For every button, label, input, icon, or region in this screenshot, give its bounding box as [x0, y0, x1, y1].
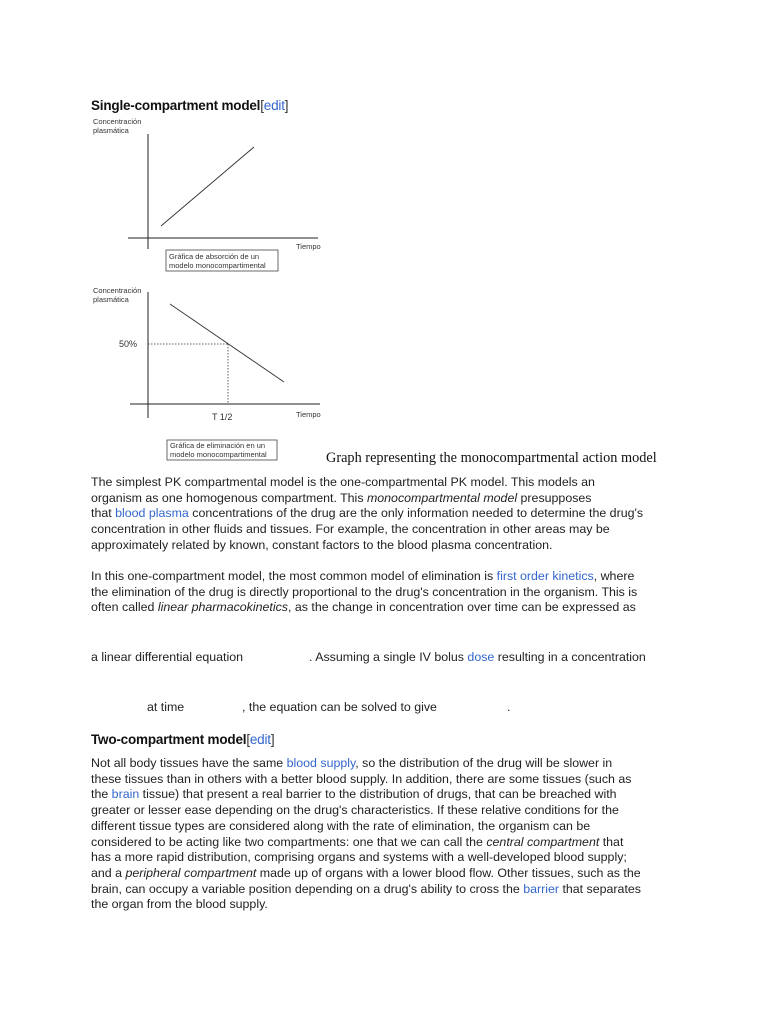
text-line: has a more rapid distribution, comprising organs and systems with a well-developed blood supply; — [91, 850, 627, 865]
half-life-label: T 1/2 — [212, 412, 233, 422]
text-line: these tissues than in others with a better blood supply. In addition, there are some tissues (such as — [91, 771, 632, 786]
text-line: the organ from the blood supply. — [91, 897, 268, 912]
edit-link[interactable]: edit — [249, 732, 271, 747]
text-span: the — [91, 787, 112, 802]
section-title: Two-compartment model — [91, 732, 247, 747]
text-span: considered to be acting like two compartments: one that we can call the — [91, 834, 487, 849]
y-axis-label-line1: Concentración — [93, 286, 142, 295]
text-span: and a — [91, 865, 126, 880]
text-span: organism as one homogenous compartment. This — [91, 490, 367, 505]
text-span — [309, 650, 646, 664]
text-line: different tissue types are considered along with the rate of elimination, the organism can be — [91, 818, 591, 833]
text-span: tissue) that present a real barrier to the distribution of drugs, that can be breached with — [139, 787, 617, 802]
text-span: that — [91, 506, 116, 521]
text-span: that separates — [559, 881, 641, 896]
text-span: a linear differential equation — [91, 650, 244, 664]
text-line — [91, 569, 691, 585]
text-line: the elimination of the drug is directly proportional to the drug's concentration in the organism. This is — [91, 584, 638, 599]
text-line: concentration in other fluids and tissues. For example, the concentration in other areas may be — [91, 522, 610, 537]
section-title: Single-compartment model — [91, 98, 261, 113]
section-heading-single-compartment — [91, 98, 288, 113]
edit-bracket-close: ] — [284, 98, 289, 113]
edit-bracket-close: ] — [270, 732, 275, 747]
half-concentration-label: 50% — [119, 339, 138, 349]
text-line — [91, 600, 691, 616]
text-span: that — [599, 834, 624, 849]
italic-term: monocompartmental model — [366, 490, 518, 505]
text-span: , so the distribution of the drug will be slower in — [355, 756, 613, 770]
text-line — [91, 835, 691, 851]
section-heading-two-compartment — [91, 732, 274, 747]
text-span: at time — [147, 700, 185, 714]
blood-plasma-link[interactable]: blood plasma — [115, 506, 189, 521]
text-span: resulting in a concentration — [494, 650, 646, 664]
text-line — [91, 491, 691, 507]
text-span: Not all body tissues have the same — [91, 756, 287, 770]
absorption-line — [161, 147, 254, 226]
graph-label-line1: Gráfica de eliminación en un — [170, 441, 266, 450]
text-span: , where — [593, 569, 635, 583]
italic-term: linear pharmacokinetics — [157, 600, 288, 615]
paragraph-two-compartment — [91, 756, 691, 913]
text-span: brain, can occupy a variable position depending on a drug's ability to cross the — [91, 881, 524, 896]
text-line — [91, 866, 691, 882]
text-span: , as the change in concentration over time can be expressed as — [288, 600, 636, 615]
text-span: In this one-compartment model, the most common model of elimination is — [91, 569, 497, 583]
blood-supply-link[interactable]: blood supply — [286, 756, 356, 770]
text-line — [91, 787, 691, 803]
elimination-line — [170, 304, 284, 382]
edit-bracket-open: [ — [260, 98, 264, 113]
y-axis-label-line2: plasmática — [93, 126, 129, 135]
text-span: presupposes — [517, 490, 592, 505]
paragraph-one-compartment-intro — [91, 475, 691, 554]
edit-link[interactable]: edit — [263, 98, 285, 113]
text-span: . — [507, 700, 511, 714]
barrier-link[interactable]: barrier — [523, 881, 559, 896]
text-line — [91, 756, 691, 772]
text-span: concentrations of the drug are the only information needed to determine the drug's — [188, 506, 644, 521]
y-axis-label-line1: Concentración — [93, 117, 142, 126]
text-line — [91, 506, 691, 522]
text-span: made up of organs with a lower blood flow. Other tissues, such as the — [256, 865, 641, 880]
text-line: The simplest PK compartmental model is the one-compartmental PK model. This models an — [91, 475, 595, 489]
brain-link[interactable]: brain — [111, 787, 140, 802]
graph-label-line2: modelo monocompartimental — [169, 261, 266, 270]
edit-bracket-open: [ — [246, 732, 250, 747]
text-line: approximately related by known, constant factors to the blood plasma concentration. — [91, 537, 553, 552]
italic-term: central compartment — [486, 834, 600, 849]
graph-label-line1: Gráfica de absorción de un — [169, 252, 260, 261]
text-span: often called — [91, 600, 158, 615]
text-line: greater or lesser ease depending on the drug's characteristics. If these relative conditions for the — [91, 803, 619, 818]
first-order-kinetics-link[interactable]: first order kinetics — [496, 569, 594, 583]
paragraph-elimination-model — [91, 569, 691, 616]
y-axis-label-line2: plasmática — [93, 295, 129, 304]
text-line — [91, 882, 691, 898]
absorption-graph — [88, 112, 338, 274]
elimination-graph — [88, 282, 338, 462]
graph-label-line2: modelo monocompartimental — [170, 450, 267, 459]
x-axis-label: Tiempo — [296, 242, 321, 251]
text-span: . Assuming a single IV bolus — [309, 650, 468, 664]
italic-term: peripheral compartment — [125, 865, 257, 880]
text-span: , the equation can be solved to give — [242, 700, 437, 714]
figure-caption: Graph representing the monocompartmental action model — [326, 450, 657, 466]
x-axis-label: Tiempo — [296, 410, 321, 419]
dose-link[interactable]: dose — [467, 650, 495, 664]
